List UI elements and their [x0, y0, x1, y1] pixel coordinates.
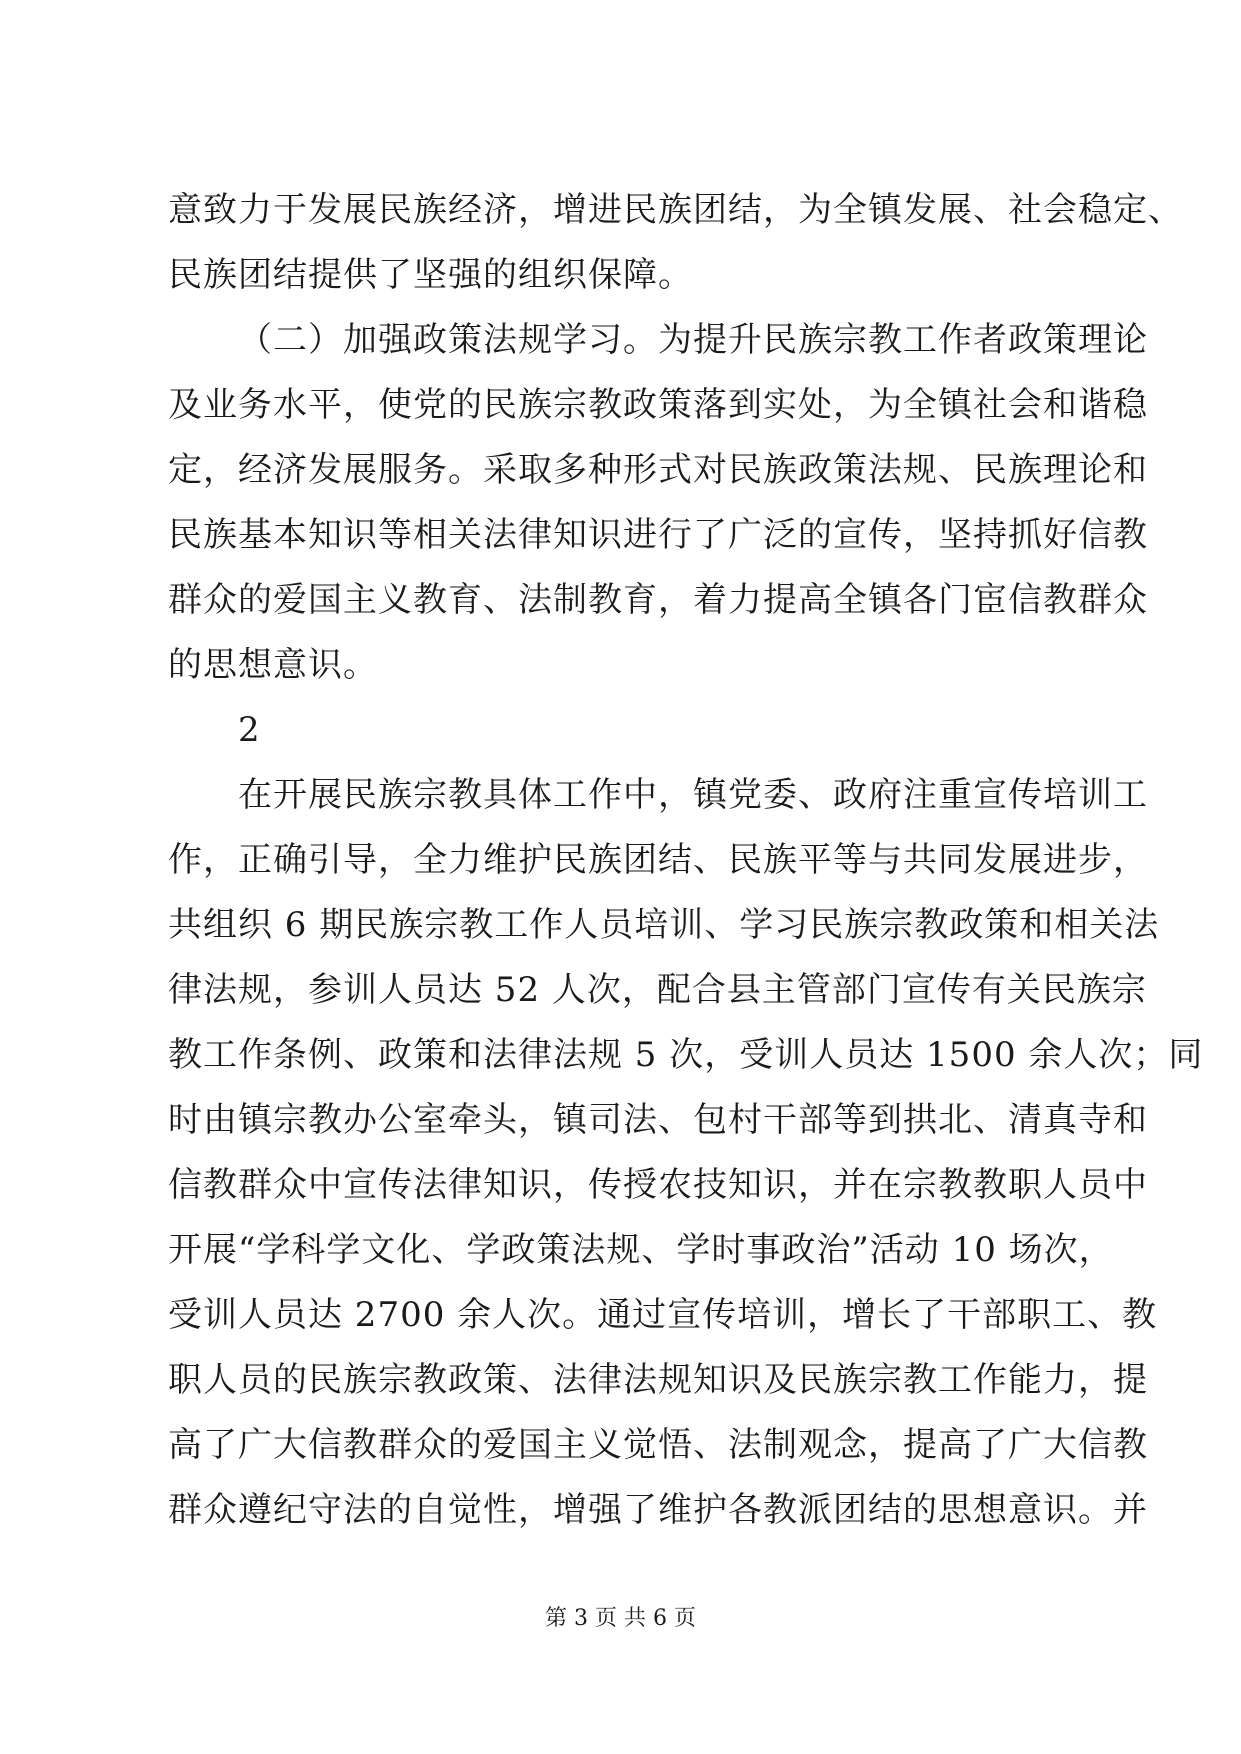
- section-heading-line: （二）加强政策法规学习。为提升民族宗教工作者政策理论: [238, 320, 1148, 360]
- body-line: 定，经济发展服务。采取多种形式对民族政策法规、民族理论和: [168, 450, 1148, 490]
- body-line: 在开展民族宗教具体工作中，镇党委、政府注重宣传培训工: [238, 775, 1148, 815]
- body-line: 民族基本知识等相关法律知识进行了广泛的宣传，坚持抓好信教: [168, 515, 1148, 555]
- body-line: 民族团结提供了坚强的组织保障。: [168, 255, 693, 295]
- body-line: 共组织 6 期民族宗教工作人员培训、学习民族宗教政策和相关法: [168, 905, 1160, 945]
- body-line: 及业务水平，使党的民族宗教政策落到实处，为全镇社会和谐稳: [168, 385, 1148, 425]
- body-line: 高了广大信教群众的爱国主义觉悟、法制观念，提高了广大信教: [168, 1425, 1148, 1465]
- section-number: 2: [238, 710, 261, 750]
- body-line: 的思想意识。: [168, 645, 378, 685]
- body-line: 开展“学科学文化、学政策法规、学时事政治”活动 10 场次，: [168, 1230, 1114, 1270]
- body-line: 教工作条例、政策和法律法规 5 次，受训人员达 1500 余人次；同: [168, 1035, 1204, 1075]
- body-line: 职人员的民族宗教政策、法律法规知识及民族宗教工作能力，提: [168, 1360, 1148, 1400]
- body-line: 群众遵纪守法的自觉性，增强了维护各教派团结的思想意识。并: [168, 1490, 1148, 1530]
- page-footer: 第 3 页 共 6 页: [545, 1606, 696, 1631]
- body-line: 意致力于发展民族经济，增进民族团结，为全镇发展、社会稳定、: [168, 190, 1183, 230]
- body-line: 律法规，参训人员达 52 人次，配合县主管部门宣传有关民族宗: [168, 970, 1147, 1010]
- body-line: 信教群众中宣传法律知识，传授农技知识，并在宗教教职人员中: [168, 1165, 1148, 1205]
- body-line: 时由镇宗教办公室牵头，镇司法、包村干部等到拱北、清真寺和: [168, 1100, 1148, 1140]
- body-line: 受训人员达 2700 余人次。通过宣传培训，增长了干部职工、教: [168, 1295, 1158, 1335]
- body-line: 作，正确引导，全力维护民族团结、民族平等与共同发展进步，: [168, 840, 1148, 880]
- body-line: 群众的爱国主义教育、法制教育，着力提高全镇各门宦信教群众: [168, 580, 1148, 620]
